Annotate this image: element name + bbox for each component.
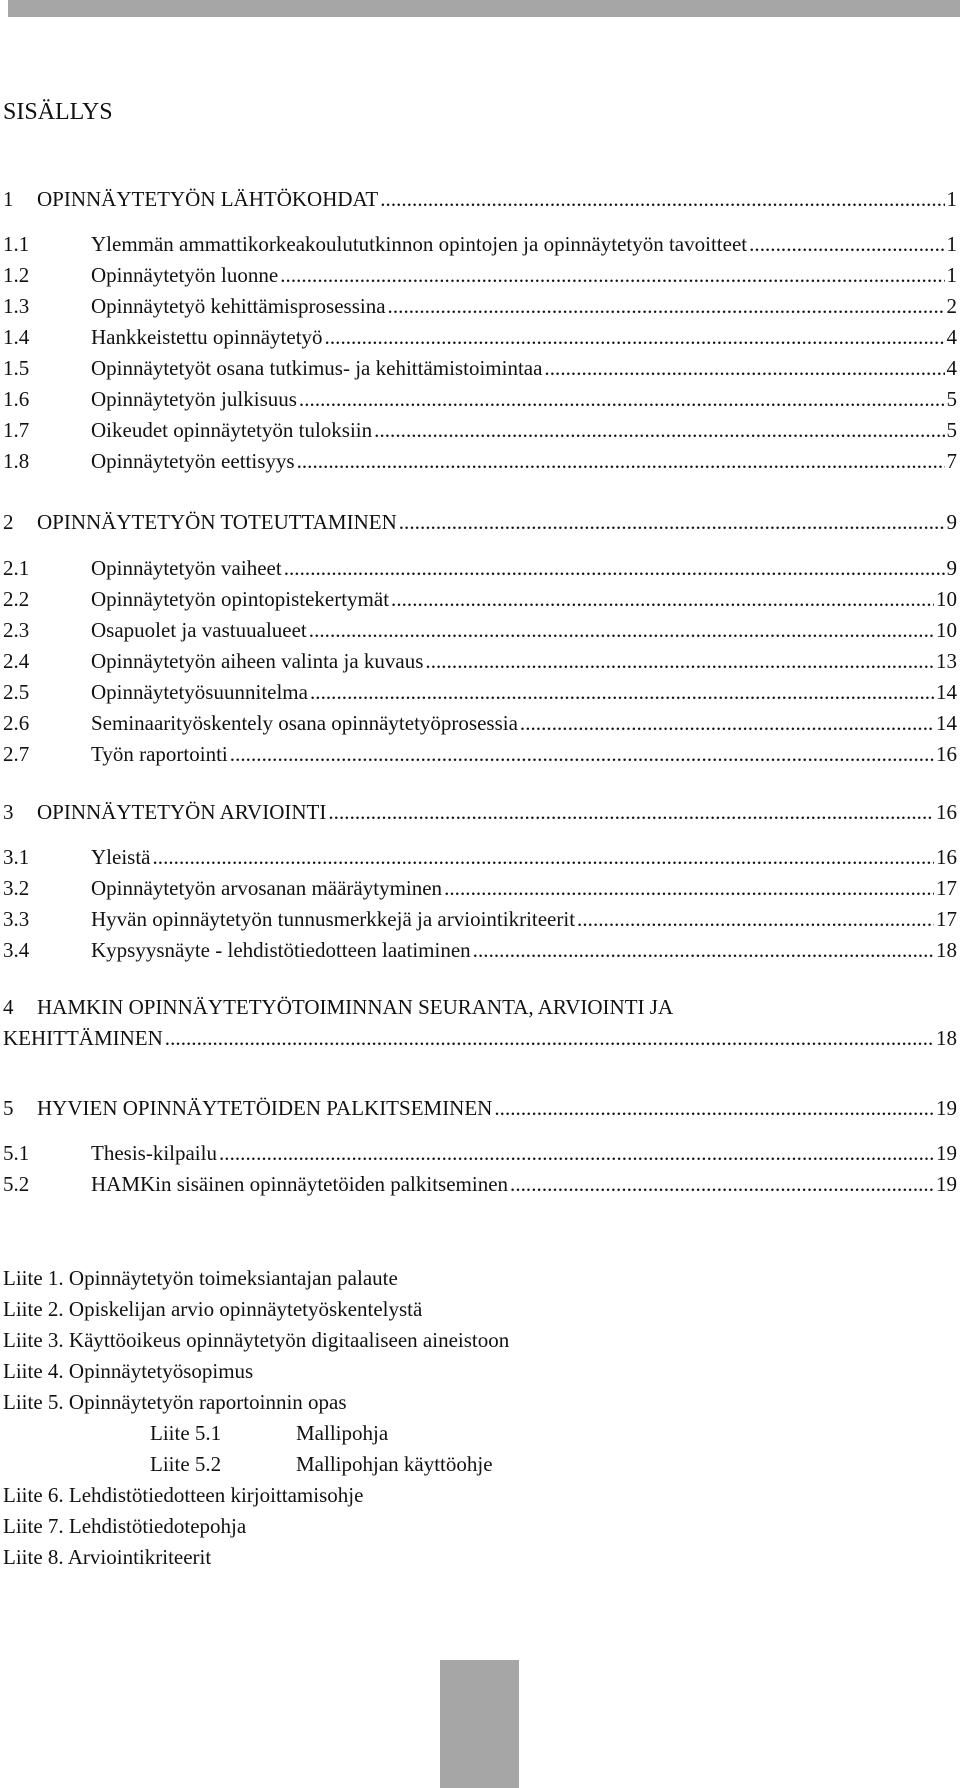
sub-appendix-label: Liite 5.2 bbox=[150, 1452, 222, 1476]
dot-leader bbox=[380, 186, 944, 212]
toc-entry[interactable] bbox=[3, 741, 957, 767]
toc-entry[interactable] bbox=[3, 844, 957, 870]
dot-leader bbox=[473, 937, 934, 963]
toc-entry[interactable] bbox=[3, 555, 957, 581]
toc-entry-title: OPINNÄYTETYÖN LÄHTÖKOHDAT bbox=[37, 187, 379, 211]
toc-entry[interactable] bbox=[3, 186, 957, 212]
appendix-item[interactable]: Liite 6. Lehdistötiedotteen kirjoittamisohje bbox=[3, 1483, 364, 1507]
dot-leader bbox=[310, 679, 934, 705]
dot-leader bbox=[494, 1095, 934, 1121]
toc-entry-number: 2.4 bbox=[3, 649, 30, 673]
appendix-item[interactable]: Liite 8. Arviointikriteerit bbox=[3, 1545, 212, 1569]
sub-appendix-item[interactable] bbox=[150, 1451, 750, 1477]
toc-entry-number: 1.6 bbox=[3, 387, 30, 411]
toc-entry-title: Opinnäytetyön luonne bbox=[91, 263, 279, 287]
toc-entry-page: 1 bbox=[946, 232, 957, 256]
toc-entry[interactable] bbox=[3, 1140, 957, 1166]
dot-leader bbox=[388, 293, 945, 319]
sub-appendix-name: Mallipohjan käyttöohje bbox=[296, 1452, 493, 1476]
toc-entry-number: 1.5 bbox=[3, 356, 30, 380]
toc-entry-page: 9 bbox=[946, 510, 957, 534]
toc-entry[interactable] bbox=[3, 617, 957, 643]
toc-entry-page: 10 bbox=[936, 618, 957, 642]
dot-leader bbox=[577, 906, 934, 932]
toc-entry[interactable] bbox=[3, 906, 957, 932]
toc-entry[interactable] bbox=[3, 231, 957, 257]
toc-entry-number: 1.2 bbox=[3, 263, 30, 287]
toc-entry-number: 3.3 bbox=[3, 907, 30, 931]
toc-entry-title: Ylemmän ammattikorkeakoulututkinnon opintojen ja opinnäytetyön tavoitteet bbox=[91, 232, 748, 256]
appendix-item[interactable]: Liite 1. Opinnäytetyön toimeksiantajan palaute bbox=[3, 1266, 398, 1290]
toc-entry-title: Opinnäytetyön julkisuus bbox=[91, 387, 297, 411]
sub-appendix-label: Liite 5.1 bbox=[150, 1421, 222, 1445]
toc-entry[interactable] bbox=[3, 262, 957, 288]
dot-leader bbox=[444, 875, 934, 901]
appendix-item[interactable]: Liite 5. Opinnäytetyön raportoinnin opas bbox=[3, 1390, 347, 1414]
toc-entry-number: 3.4 bbox=[3, 938, 30, 962]
toc-entry-number: 4 bbox=[3, 995, 14, 1019]
toc-entry[interactable] bbox=[3, 293, 957, 319]
toc-entry-title: Opinnäytetyösuunnitelma bbox=[91, 680, 308, 704]
toc-entry-page: 1 bbox=[946, 263, 957, 287]
toc-entry-page: 14 bbox=[936, 711, 957, 735]
toc-entry-title: Kypsyysnäyte - lehdistötiedotteen laatiminen bbox=[91, 938, 471, 962]
toc-entry-page: 7 bbox=[946, 449, 957, 473]
toc-entry-title: Opinnäytetyöt osana tutkimus- ja kehittämistoimintaa bbox=[91, 356, 543, 380]
toc-entry[interactable] bbox=[3, 1171, 957, 1197]
toc-entry-page: 10 bbox=[936, 587, 957, 611]
toc-entry-page: 16 bbox=[936, 800, 957, 824]
toc-entry-page: 16 bbox=[936, 742, 957, 766]
toc-entry-page: 5 bbox=[946, 387, 957, 411]
toc-entry-title: Opinnäytetyön aiheen valinta ja kuvaus bbox=[91, 649, 424, 673]
toc-entry-number: 2.1 bbox=[3, 556, 30, 580]
toc-entry-first-line[interactable] bbox=[3, 994, 673, 1020]
toc-entry-page: 4 bbox=[946, 325, 957, 349]
toc-entry-title: Opinnäytetyön eettisyys bbox=[91, 449, 295, 473]
toc-entry-title: Thesis-kilpailu bbox=[91, 1141, 217, 1165]
toc-entry-number: 1.4 bbox=[3, 325, 30, 349]
toc-entry-page: 19 bbox=[936, 1172, 957, 1196]
toc-entry-page: 17 bbox=[936, 876, 957, 900]
dot-leader bbox=[325, 324, 945, 350]
toc-entry-number: 3.2 bbox=[3, 876, 30, 900]
toc-heading: SISÄLLYS bbox=[3, 99, 113, 125]
toc-entry[interactable] bbox=[3, 355, 957, 381]
sub-appendix-name: Mallipohja bbox=[296, 1421, 389, 1445]
toc-entry-title: Yleistä bbox=[91, 845, 151, 869]
dot-leader bbox=[425, 648, 934, 674]
toc-entry-number: 2.6 bbox=[3, 711, 30, 735]
toc-entry-number: 5.2 bbox=[3, 1172, 30, 1196]
toc-entry[interactable] bbox=[3, 679, 957, 705]
toc-entry-page: 19 bbox=[936, 1141, 957, 1165]
toc-entry-page: 2 bbox=[946, 294, 957, 318]
dot-leader bbox=[399, 509, 945, 535]
toc-entry-number: 1.3 bbox=[3, 294, 30, 318]
toc-entry-page: 16 bbox=[936, 845, 957, 869]
toc-entry[interactable] bbox=[3, 710, 957, 736]
toc-entry-title: OPINNÄYTETYÖN TOTEUTTAMINEN bbox=[37, 510, 397, 534]
toc-entry-title: HAMKIN OPINNÄYTETYÖTOIMINNAN SEURANTA, ARVIOINTI JA bbox=[37, 995, 674, 1019]
toc-entry-number: 1.8 bbox=[3, 449, 30, 473]
toc-entry-number: 2.5 bbox=[3, 680, 30, 704]
toc-entry-number: 3 bbox=[3, 800, 14, 824]
dot-leader bbox=[374, 417, 944, 443]
toc-entry-page: 18 bbox=[936, 1026, 957, 1050]
toc-entry[interactable] bbox=[3, 324, 957, 350]
toc-entry-title: Osapuolet ja vastuualueet bbox=[91, 618, 307, 642]
appendix-item[interactable]: Liite 2. Opiskelijan arvio opinnäytetyöskentelystä bbox=[3, 1297, 423, 1321]
toc-entry-title: OPINNÄYTETYÖN ARVIOINTI bbox=[37, 800, 327, 824]
toc-entry-page: 13 bbox=[936, 649, 957, 673]
toc-entry-page: 14 bbox=[936, 680, 957, 704]
dot-leader bbox=[510, 1171, 934, 1197]
toc-entry[interactable] bbox=[3, 648, 957, 674]
toc-entry-title: Opinnäytetyö kehittämisprosessina bbox=[91, 294, 386, 318]
toc-entry-number: 2.3 bbox=[3, 618, 30, 642]
toc-entry-number: 5.1 bbox=[3, 1141, 30, 1165]
toc-entry[interactable] bbox=[3, 937, 957, 963]
toc-entry-title: Seminaarityöskentely osana opinnäytetyöprosessia bbox=[91, 711, 518, 735]
toc-entry-title: Opinnäytetyön opintopistekertymät bbox=[91, 587, 390, 611]
dot-leader bbox=[230, 741, 934, 767]
toc-entry[interactable] bbox=[3, 509, 957, 535]
toc-entry-page: 9 bbox=[946, 556, 957, 580]
toc-entry-number: 2 bbox=[3, 510, 14, 534]
dot-leader bbox=[219, 1140, 934, 1166]
top-bar bbox=[8, 0, 960, 17]
appendix-item[interactable]: Liite 3. Käyttöoikeus opinnäytetyön digitaaliseen aineistoon bbox=[3, 1328, 510, 1352]
toc-entry[interactable] bbox=[3, 386, 957, 412]
toc-entry-number: 2.7 bbox=[3, 742, 30, 766]
dot-leader bbox=[544, 355, 944, 381]
dot-leader bbox=[284, 555, 945, 581]
toc-entry-title: Hyvän opinnäytetyön tunnusmerkkejä ja arviointikriteerit bbox=[91, 907, 576, 931]
toc-entry-number: 1 bbox=[3, 187, 14, 211]
dot-leader bbox=[749, 231, 944, 257]
toc-entry-page: 17 bbox=[936, 907, 957, 931]
dot-leader bbox=[280, 262, 944, 288]
toc-entry[interactable] bbox=[3, 1095, 957, 1121]
toc-entry-page: 19 bbox=[936, 1096, 957, 1120]
appendix-item[interactable]: Liite 7. Lehdistötiedotepohja bbox=[3, 1514, 247, 1538]
toc-entry-title-continued: KEHITTÄMINEN bbox=[3, 1026, 163, 1050]
sub-appendix-item[interactable] bbox=[150, 1420, 750, 1446]
toc-entry[interactable] bbox=[3, 417, 957, 443]
dot-leader bbox=[391, 586, 934, 612]
dot-leader bbox=[165, 1025, 934, 1051]
appendix-item[interactable]: Liite 4. Opinnäytetyösopimus bbox=[3, 1359, 254, 1383]
toc-entry[interactable] bbox=[3, 1025, 957, 1051]
toc-entry-title: Opinnäytetyön vaiheet bbox=[91, 556, 282, 580]
dot-leader bbox=[297, 448, 945, 474]
dot-leader bbox=[328, 799, 934, 825]
dot-leader bbox=[309, 617, 934, 643]
dot-leader bbox=[299, 386, 945, 412]
dot-leader bbox=[152, 844, 934, 870]
page-number-box bbox=[440, 1660, 519, 1788]
toc-entry-page: 18 bbox=[936, 938, 957, 962]
toc-entry-number: 1.7 bbox=[3, 418, 30, 442]
toc-entry[interactable] bbox=[3, 448, 957, 474]
toc-entry-number: 1.1 bbox=[3, 232, 30, 256]
toc-entry-number: 3.1 bbox=[3, 845, 30, 869]
toc-entry-page: 1 bbox=[946, 187, 957, 211]
toc-entry-page: 5 bbox=[946, 418, 957, 442]
dot-leader bbox=[520, 710, 934, 736]
toc-entry-number: 5 bbox=[3, 1096, 14, 1120]
toc-entry-title: Työn raportointi bbox=[91, 742, 228, 766]
toc-entry-title: Opinnäytetyön arvosanan määräytyminen bbox=[91, 876, 443, 900]
toc-entry-title: Oikeudet opinnäytetyön tuloksiin bbox=[91, 418, 373, 442]
toc-entry-title: HYVIEN OPINNÄYTETÖIDEN PALKITSEMINEN bbox=[37, 1096, 493, 1120]
toc-entry[interactable] bbox=[3, 875, 957, 901]
toc-entry-title: HAMKin sisäinen opinnäytetöiden palkitseminen bbox=[91, 1172, 509, 1196]
toc-entry-number: 2.2 bbox=[3, 587, 30, 611]
toc-entry-page: 4 bbox=[946, 356, 957, 380]
toc-entry[interactable] bbox=[3, 586, 957, 612]
toc-entry[interactable] bbox=[3, 799, 957, 825]
toc-entry-title: Hankkeistettu opinnäytetyö bbox=[91, 325, 323, 349]
